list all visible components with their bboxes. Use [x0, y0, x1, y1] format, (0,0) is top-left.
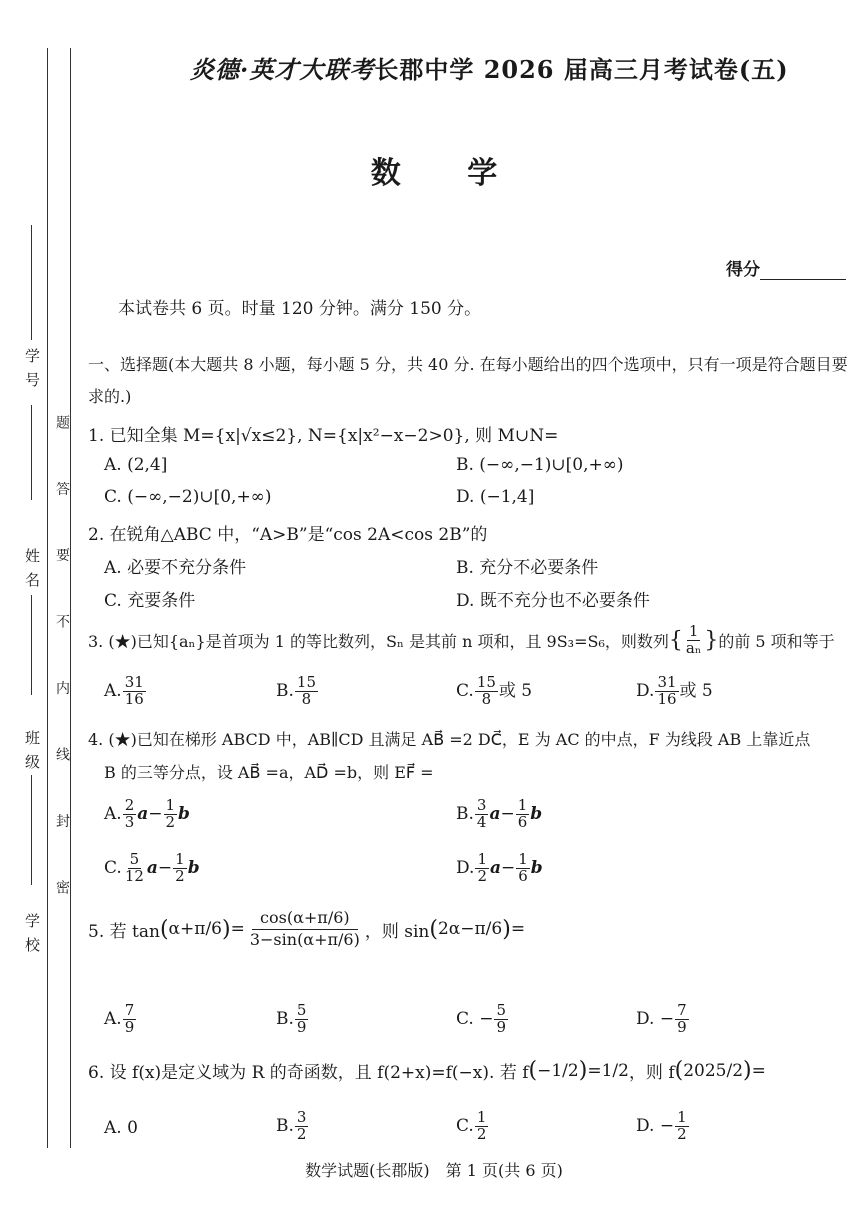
frac-num: 5 — [296, 1001, 307, 1019]
opt-label: C. — [456, 680, 474, 701]
frac — [123, 675, 146, 708]
frac — [295, 1110, 309, 1143]
exam-name: 长郡中学 2026 届高三月考试卷(五) — [374, 55, 789, 84]
q5-arg2: 2α−π/6 — [437, 919, 503, 940]
score-box — [726, 255, 846, 280]
opt-label: D. − — [636, 1008, 675, 1029]
page-footer: 数学试题(长郡版) 第 1 页(共 6 页) — [305, 1161, 563, 1180]
frac-den: 3 — [124, 812, 135, 831]
q2-option-b: B. 充分不必要条件 — [456, 558, 599, 578]
id-fill-line — [31, 225, 32, 340]
q4-option-c: C. $\frac{5}{12}$ a− $\frac{1}{2}$ b — [104, 850, 200, 885]
frac-num: 2 — [124, 796, 135, 814]
opt-label: B. — [276, 1115, 294, 1136]
opt-label: C. — [104, 857, 122, 878]
q5-arg: α+π/6 — [168, 919, 222, 940]
frac-den: 16 — [124, 689, 144, 708]
frac-num: 1 — [518, 850, 528, 868]
q5-main-frac — [246, 908, 364, 951]
frac-den: aₙ — [685, 638, 702, 657]
frac-den: 2 — [477, 866, 487, 885]
frac — [123, 798, 137, 831]
class-label: 班 级 — [23, 730, 41, 771]
q6-arg1: −1/2 — [537, 1060, 579, 1081]
frac-num: 5 — [129, 850, 140, 868]
brace-right: } — [704, 627, 719, 653]
frac-den: 12 — [124, 866, 144, 885]
frac — [173, 852, 187, 885]
opt-tail: 或 5 — [498, 680, 533, 701]
name-label: 姓 名 — [23, 548, 41, 589]
frac-den: 6 — [518, 866, 528, 885]
frac-den: 16 — [657, 689, 677, 708]
frac-num: 1 — [165, 796, 176, 814]
frac — [295, 1003, 309, 1036]
q3-stem-pre: 3. (★)已知{aₙ}是首项为 1 的等比数列，Sₙ 是其前 n 项和，且 9S₃=S₆，则数列 — [88, 631, 669, 651]
frac — [475, 798, 489, 831]
q6-pre: 6. 设 f(x)是定义域为 R 的奇函数，且 f(2+x)=f(−x). 若 f — [88, 1063, 529, 1083]
frac — [675, 1110, 689, 1143]
frac-den: 9 — [677, 1017, 687, 1036]
q1-option-d: D. (−1,4] — [456, 487, 535, 507]
frac-den: 9 — [296, 1017, 307, 1036]
frac-num: 1 — [175, 850, 185, 868]
q1-option-a: A. (2,4] — [104, 455, 168, 475]
q4-option-b: B. $\frac{3}{4}$ a− $\frac{1}{6}$ b — [456, 796, 543, 831]
frac — [164, 798, 178, 831]
q5-pre: 5. 若 tan — [88, 921, 160, 942]
school-label: 学 校 — [23, 913, 41, 954]
name-fill-line — [31, 405, 32, 500]
q4-stem-line1: 4. (★)已知在梯形 ABCD 中，AB∥CD 且满足 AB⃗ =2 DC⃗，E 为 AC 的中点，F 为线段 AB 上靠近点 — [88, 730, 811, 749]
frac-num: 15 — [476, 673, 496, 691]
q1-stem: 1. 已知全集 M={x|√x≤2}, N={x|x²−x−2>0}, 则 M∪N= — [88, 426, 559, 446]
q6-stem — [88, 1058, 766, 1083]
frac-num: 7 — [677, 1001, 687, 1019]
frac — [475, 852, 489, 885]
score-fill-line — [760, 265, 846, 280]
frac-den: 4 — [476, 812, 487, 831]
q6-option-c — [456, 1110, 489, 1143]
paren-left: ( — [429, 916, 438, 942]
frac-num: 1 — [477, 850, 487, 868]
brand: 炎德·英才大联考 — [190, 55, 375, 84]
q1-option-c: C. (−∞,−2)∪[0,+∞) — [104, 487, 272, 507]
opt-label: D. — [456, 857, 475, 878]
frac-den: 2 — [296, 1124, 307, 1143]
q6-end: = — [751, 1060, 766, 1081]
frac-den: 2 — [165, 812, 176, 831]
paren-left: ( — [159, 916, 169, 942]
paren-left: ( — [528, 1058, 538, 1083]
paren-right: ) — [578, 1058, 588, 1083]
q3-option-a — [104, 675, 147, 708]
q5-option-a — [104, 1003, 137, 1036]
frac — [655, 675, 678, 708]
frac-num: 15 — [296, 673, 316, 691]
frac — [475, 675, 498, 708]
q4-stem-line2: B 的三等分点，设 AB⃗ =a，AD⃗ =b，则 EF⃗ = — [104, 763, 434, 782]
frac-num: 5 — [496, 1001, 506, 1019]
frac-den: 2 — [175, 866, 185, 885]
q1-option-b: B. (−∞,−1)∪[0,+∞) — [456, 455, 624, 475]
frac — [494, 1003, 508, 1036]
frac — [475, 1110, 489, 1143]
exam-header — [190, 50, 789, 85]
frac-num: 3 — [296, 1108, 307, 1126]
frac — [516, 798, 530, 831]
paren-left: ( — [674, 1058, 684, 1083]
opt-tail: 或 5 — [679, 680, 713, 701]
paren-right: ) — [222, 916, 231, 942]
q4-option-d: D. $\frac{1}{2}$ a− $\frac{1}{6}$ b — [456, 850, 543, 885]
page-title: 数 学 — [370, 156, 526, 191]
q3-stem — [88, 624, 835, 657]
q5-post: ，则 sin — [364, 921, 430, 942]
frac-num: cos(α+π/6) — [252, 908, 358, 930]
opt-label: A. — [104, 680, 122, 701]
frac-num: 31 — [657, 673, 677, 691]
frac — [516, 852, 530, 885]
q5-option-c — [456, 1003, 509, 1036]
frac — [123, 852, 146, 885]
q2-option-c: C. 充要条件 — [104, 591, 196, 611]
q5-stem — [88, 908, 525, 951]
q2-stem: 2. 在锐角△ABC 中，“A>B”是“cos 2A<cos 2B”的 — [88, 525, 488, 545]
school-fill-line — [31, 775, 32, 885]
seal-text: 题 答 要 不 内 线 封 密 — [54, 415, 70, 919]
paren-right: ) — [502, 916, 511, 942]
frac-den: 2 — [476, 1124, 487, 1143]
q3-frac — [684, 624, 703, 657]
frac-num: 1 — [688, 622, 699, 640]
q5-option-b — [276, 1003, 309, 1036]
frac-num: 3 — [476, 796, 487, 814]
frac-num: 7 — [124, 1001, 135, 1019]
frac-den: 9 — [496, 1017, 506, 1036]
frac-num: 31 — [124, 673, 144, 691]
q6-mid: = — [587, 1060, 602, 1081]
opt-label: C. — [456, 1115, 474, 1136]
q6-val: 1/2 — [601, 1060, 629, 1081]
q5-end: = — [510, 919, 526, 940]
frac-den: 6 — [517, 812, 528, 831]
frac-den: 9 — [124, 1017, 135, 1036]
exam-intro: 本试卷共 6 页。时量 120 分钟。满分 150 分。 — [118, 299, 482, 319]
opt-label: D. − — [636, 1115, 675, 1136]
q5-eq: = — [230, 919, 245, 940]
frac-den: 8 — [301, 689, 312, 708]
opt-label: A. — [104, 803, 122, 824]
frac — [295, 675, 318, 708]
class-fill-line — [31, 595, 32, 695]
section-heading: 一、选择题(本大题共 8 小题，每小题 5 分，共 40 分. 在每小题给出的四个选项中，只有一项是符合题目要求的.) — [88, 355, 848, 406]
paren-right: ) — [743, 1058, 752, 1083]
opt-label: B. — [456, 803, 474, 824]
id-label: 学 号 — [23, 348, 41, 389]
frac — [675, 1003, 689, 1036]
q3-option-d — [636, 675, 713, 708]
opt-label: A. — [104, 1008, 122, 1029]
q6-post: ，则 f — [628, 1063, 675, 1083]
q6-option-b — [276, 1110, 309, 1143]
frac-num: 1 — [476, 1108, 487, 1126]
q6-option-d — [636, 1110, 690, 1143]
frac-den: 3−sin(α+π/6) — [249, 929, 360, 949]
q4-option-a: A. $\frac{2}{3}$ a− $\frac{1}{2}$ b — [104, 796, 190, 831]
frac — [123, 1003, 137, 1036]
q6-arg2: 2025/2 — [683, 1060, 744, 1081]
q6-option-a: A. 0 — [104, 1118, 138, 1138]
margin-rule-left — [47, 48, 48, 1148]
opt-label: B. — [276, 680, 294, 701]
q3-option-c — [456, 675, 532, 708]
opt-label: C. − — [456, 1008, 494, 1029]
frac-num: 1 — [677, 1108, 687, 1126]
q3-stem-post: 的前 5 项和等于 — [718, 631, 835, 651]
opt-label: B. — [276, 1008, 294, 1029]
q5-option-d — [636, 1003, 690, 1036]
frac-num: 1 — [517, 796, 528, 814]
q3-option-b — [276, 675, 319, 708]
opt-label: D. — [636, 680, 655, 701]
frac-den: 8 — [481, 689, 492, 708]
brace-left: { — [668, 627, 683, 653]
score-label: 得分 — [726, 260, 760, 280]
frac-den: 2 — [677, 1124, 687, 1143]
q2-option-a: A. 必要不充分条件 — [104, 558, 247, 578]
q2-option-d: D. 既不充分也不必要条件 — [456, 591, 650, 611]
